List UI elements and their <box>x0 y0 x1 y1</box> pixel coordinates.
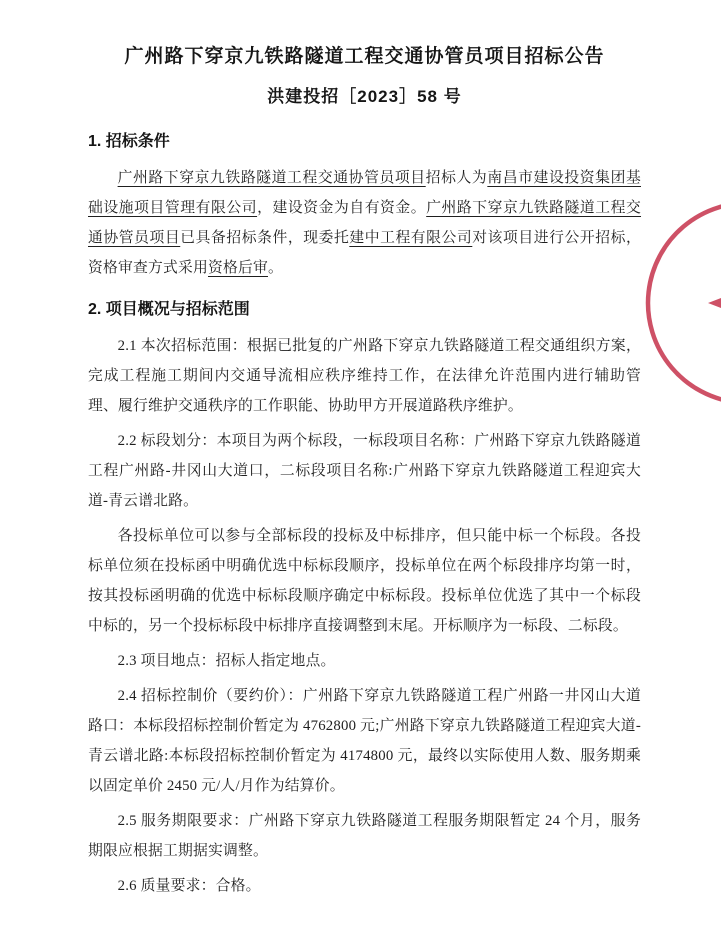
document-title: 广州路下穿京九铁路隧道工程交通协管员项目招标公告 <box>124 46 605 67</box>
text-run: 对该项目进行公开招标，资格审查方式采用 <box>88 230 642 276</box>
paragraph <box>88 163 641 283</box>
seal-ring <box>638 193 721 413</box>
underlined-text: 南昌市建设投资集团基础设施项目管理有限公司 <box>88 170 641 216</box>
paragraph <box>88 426 641 516</box>
text-run: 2.5 服务期限要求：广州路下穿京九铁路隧道工程服务期限暂定 24 个月，服务期限应根据工期据实调整。 <box>88 813 641 859</box>
document-body <box>88 131 641 901</box>
official-seal-icon <box>638 193 721 413</box>
text-run: 2.1 本次招标范围：根据已批复的广州路下穿京九铁路隧道工程交通组织方案，完成工程施工期间内交通导流相应秩序维持工作，在法律允许范围内进行辅助管理、履行维护交通秩序的工作职能、协助甲方开展道路秩序维护。 <box>88 338 641 414</box>
red-seal-graphic <box>638 193 721 413</box>
seal-star-icon <box>708 265 721 341</box>
text-run: ，建设资金为自有资金。 <box>257 200 427 216</box>
underlined-text: 广州路下穿京九铁路隧道工程交通协管员项目 <box>117 170 426 186</box>
paragraph <box>88 521 641 641</box>
underlined-text: 资格后审 <box>207 260 268 276</box>
text-run: 已具备招标条件，现委托 <box>180 230 350 246</box>
text-run: 。 <box>267 260 283 276</box>
section-heading: 1. 招标条件 <box>88 133 170 150</box>
text-run: 招标人为 <box>425 170 488 186</box>
paragraph <box>88 646 641 676</box>
text-run: 2.3 项目地点：招标人指定地点。 <box>117 653 336 669</box>
paragraph <box>88 871 641 901</box>
paragraph <box>88 331 641 421</box>
underlined-text: 建中工程有限公司 <box>349 230 473 246</box>
text-run: 2.4 招标控制价（要约价）：广州路下穿京九铁路隧道工程广州路一井冈山大道路口：本标段招标控制价暂定为 4762800 元;广州路下穿京九铁路隧道工程迎宾大道-青云谱北路:本标段招标控制价暂定为 4174800 元，最终以实际使用人数、服务期乘以固定单价 2450 元/人/月作为结算价。 <box>88 688 641 794</box>
paragraph <box>88 806 641 866</box>
text-run: 各投标单位可以参与全部标段的投标及中标排序，但只能中标一个标段。各投标单位须在投标函中明确优选中标标段顺序，投标单位在两个标段排序均第一时，按其投标函明确的优选中标标段顺序确定中标标段。投标单位优选了其中一个标段中标的，另一个投标标段中标排序直接调整到末尾。开标顺序为一标段、二标段。 <box>88 528 641 634</box>
paragraph <box>88 681 641 801</box>
document-number: 洪建投招［2023］58 号 <box>267 87 462 106</box>
text-run: 2.2 标段划分：本项目为两个标段，一标段项目名称：广州路下穿京九铁路隧道工程广州路-井冈山大道口，二标段项目名称:广州路下穿京九铁路隧道工程迎宾大道-青云谱北路。 <box>88 433 641 509</box>
text-run: 2.6 质量要求：合格。 <box>117 878 261 894</box>
underlined-text: 广州路下穿京九铁路隧道工程交通协管员项目 <box>88 200 642 246</box>
section-heading: 2. 项目概况与招标范围 <box>88 301 250 318</box>
